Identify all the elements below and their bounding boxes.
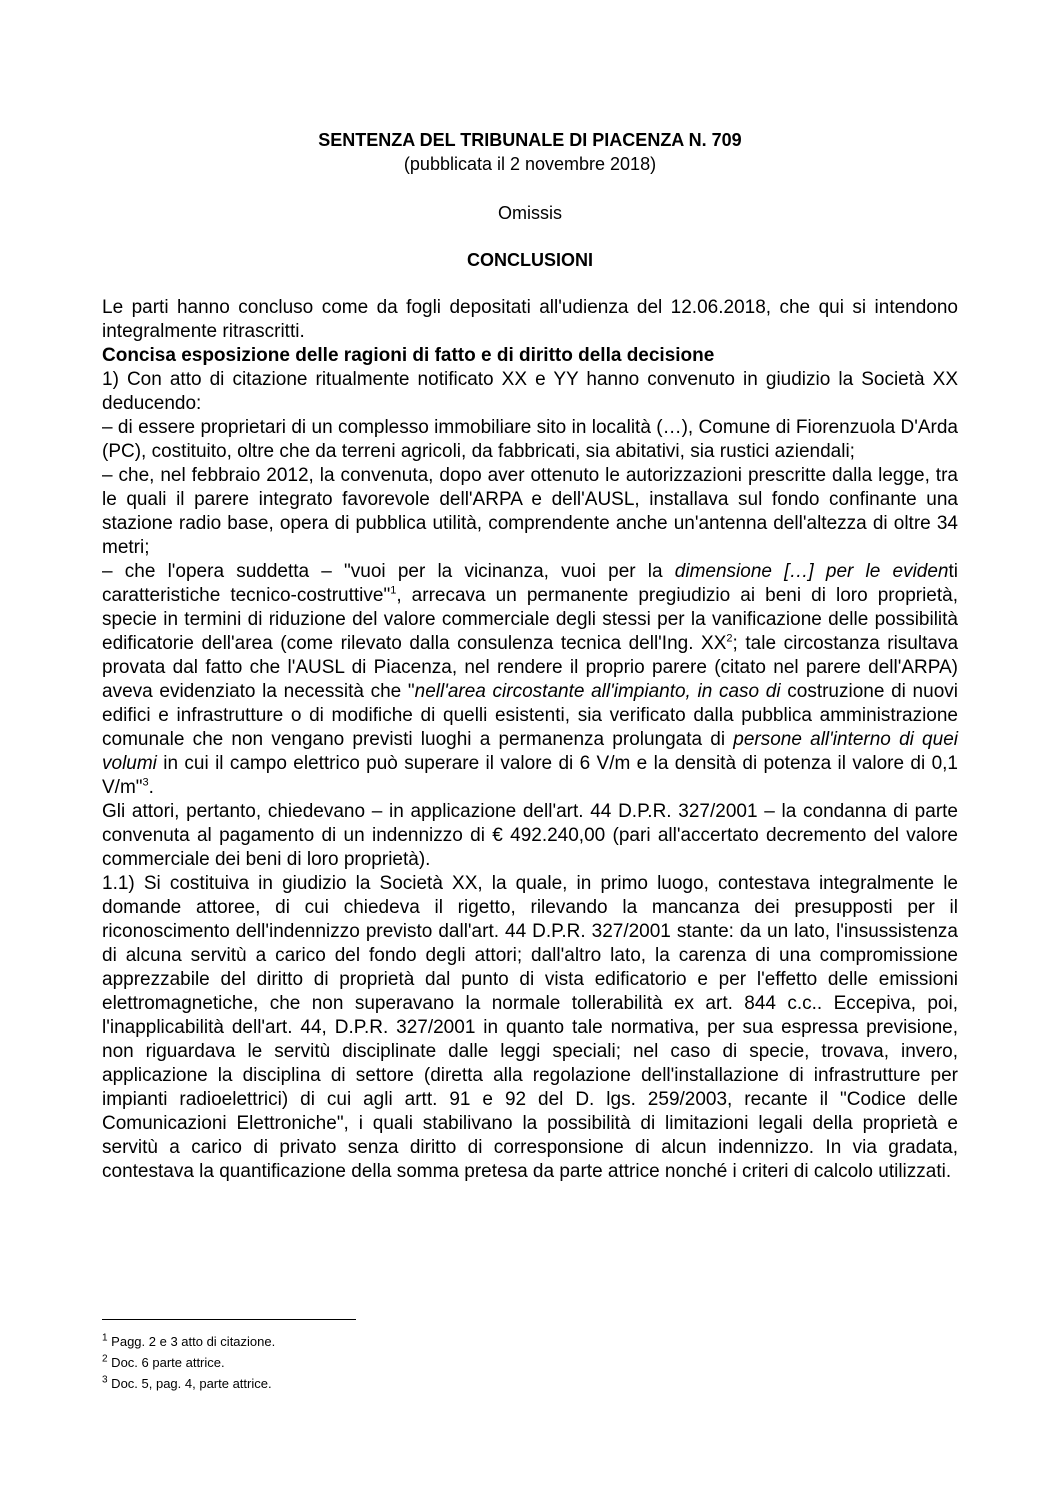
document-page [102, 128, 958, 1184]
footnote-text: Doc. 6 parte attrice. [107, 1355, 225, 1370]
footnote-number: 2 [102, 1353, 108, 1365]
document-body [102, 296, 958, 1184]
section-title: CONCLUSIONI [467, 250, 593, 270]
footnotes [102, 1331, 702, 1394]
text-segment: , arrecava un permanente pregiudizio ai beni di loro proprietà, specie in termini di riduzione del valore commerciale degli stessi per la vanificazione delle possibilità edificatorie dell'area (come rilevato dalla consulenza tecnica dell'Ing. XX [102, 585, 959, 654]
paragraph-defense: 1.1) Si costituiva in giudizio la Società XX, la quale, in primo luogo, contestava integralmente le domande attoree, di cui chiedeva il rigetto, rilevando la mancanza dei presupposti per il riconoscimento dell'indennizzo previsto dall'art. 44 D.P.R. 327/2001 stante: da un lato, l'insussistenza di alcuna servitù a carico del fondo degli attori; dall'altro lato, la carenza di una compromissione apprezzabile del diritto di proprietà dal punto di vista edificatorio e per l'effetto delle emissioni elettromagnetiche, che non superavano la normale tollerabilità ex art. 844 c.c.. Eccepiva, poi, l'inapplicabilità dell'art. 44, D.P.R. 327/2001 in quanto tale normativa, per sua espressa previsione, non riguardava le servitù disciplinate dalle leggi speciali; nel caso di specie, trovava, invero, applicazione la disciplina di settore (diretta alla regolazione dell'installazione di infrastrutture per impianti radioelettrici) di cui agli artt. 91 e 92 del D. lgs. 259/2003, recante il "Codice delle Comunicazioni Elettroniche", i quali stabilivano la possibilità di limitazioni legali della proprietà e servitù a carico di privato senza diritto di corresponsione di alcun indennizzo. In via gradata, contestava la quantificazione della somma pretesa da parte attrice nonché i criteri di calcolo utilizzati. [102, 873, 958, 1182]
text-segment: – che l'opera suddetta – "vuoi per la vicinanza, vuoi per la [102, 561, 675, 582]
footnote-1 [102, 1331, 702, 1352]
text-segment: in cui il campo elettrico può superare il valore di 6 V/m e la densità di potenza il valore di 0,1 V/m" [102, 753, 958, 798]
italic-segment: persone all'interno di quei volumi [102, 729, 958, 774]
italic-segment: nell'area circostante all'impianto, in caso di [414, 681, 781, 702]
paragraph-citation: 1) Con atto di citazione ritualmente notificato XX e YY hanno convenuto in giudizio la Società XX deducendo: [102, 369, 958, 414]
text-segment: costruzione di nuovi edifici e infrastrutture o di modifiche di quelli esistenti, sia verificato dalla pubblica amministrazione comunale che non vengano previsti luoghi a permanenza prolungata di [102, 681, 958, 750]
text-segment: ti caratteristiche tecnico-costruttive" [102, 561, 958, 606]
paragraph-heading: Concisa esposizione delle ragioni di fatto e di diritto della decisione [102, 345, 715, 366]
italic-segment: dimensione […] per le eviden [674, 561, 949, 582]
document-title: SENTENZA DEL TRIBUNALE DI PIACENZA N. 709 [318, 130, 742, 150]
paragraph-property: – di essere proprietari di un complesso immobiliare sito in località (…), Comune di Fiorenzuola D'Arda (PC), costituito, oltre che da terreni agricoli, da fabbricati, sia abitativi, sia rustici aziendali; [102, 417, 958, 462]
footnote-3 [102, 1373, 702, 1394]
footnote-2 [102, 1352, 702, 1373]
footnote-text: Pagg. 2 e 3 atto di citazione. [107, 1334, 276, 1349]
paragraph-installation: – che, nel febbraio 2012, la convenuta, dopo aver ottenuto le autorizzazioni prescritte dalla legge, tra le quali il parere integrato favorevole dell'ARPA e dell'AUSL, installava sul fondo confinante una stazione radio base, opera di pubblica utilità, comprendente anche un'antenna dell'altezza di oltre 34 metri; [102, 465, 958, 558]
text-segment: ; tale circostanza risultava provata dal fatto che l'AUSL di Piacenza, nel rendere il proprio parere (citato nel parere dell'ARPA) aveva evidenziato la necessità che " [102, 633, 959, 702]
footnote-ref-2: 2 [726, 632, 733, 645]
footnote-ref-3: 3 [142, 776, 149, 789]
footnote-text: Doc. 5, pag. 4, parte attrice. [107, 1376, 272, 1391]
text-segment: . [148, 777, 154, 798]
footnote-ref-1: 1 [390, 584, 397, 597]
paragraph-claim: Gli attori, pertanto, chiedevano – in applicazione dell'art. 44 D.P.R. 327/2001 – la condanna di parte convenuta al pagamento di un indennizzo di € 492.240,00 (pari all'accertato decremento del valore commerciale dei beni di loro proprietà). [102, 801, 958, 870]
paragraph-conclusions: Le parti hanno concluso come da fogli depositati all'udienza del 12.06.2018, che qui si intendono integralmente ritrascritti. [102, 297, 958, 342]
omissis-label: Omissis [498, 203, 562, 223]
publication-date: (pubblicata il 2 novembre 2018) [403, 154, 657, 174]
paragraph-damage [102, 560, 958, 800]
footnote-separator [102, 1319, 356, 1320]
footnote-number: 1 [102, 1332, 108, 1344]
footnote-number: 3 [102, 1374, 108, 1386]
